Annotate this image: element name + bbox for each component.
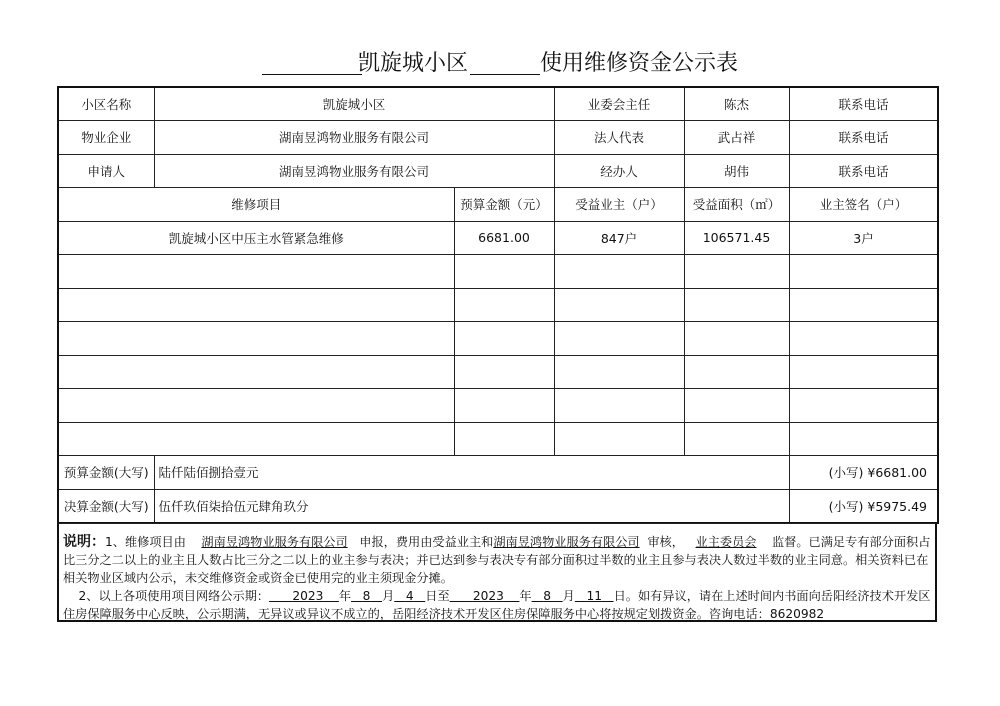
title-community-name: 凯旋城小区 bbox=[358, 51, 469, 76]
items-header-row bbox=[58, 188, 938, 222]
table-row bbox=[58, 221, 938, 255]
item-owners: 847户 bbox=[554, 221, 684, 255]
value-handler: 胡伟 bbox=[684, 154, 789, 188]
empty-row bbox=[58, 422, 938, 456]
empty-row bbox=[58, 355, 938, 389]
empty-row bbox=[58, 288, 938, 322]
notes-p2-a: 2、以上各项使用项目网络公示期： bbox=[78, 589, 270, 603]
label-legal-rep: 法人代表 bbox=[554, 121, 684, 155]
notes-end-month: 8 bbox=[543, 589, 551, 603]
notes-reviewer: 湖南昱鸿物业服务有限公司 bbox=[493, 535, 640, 549]
value-applicant: 湖南昱鸿物业服务有限公司 bbox=[154, 154, 554, 188]
label-phone: 联系电话 bbox=[789, 87, 938, 121]
budget-total-words: 陆仟陆佰捌拾壹元 bbox=[154, 456, 789, 490]
form-title bbox=[0, 46, 1000, 82]
item-project: 凯旋城小区中压主水管紧急维修 bbox=[58, 221, 454, 255]
label-community-name: 小区名称 bbox=[58, 87, 154, 121]
item-area: 106571.45 bbox=[684, 221, 789, 255]
label-committee-director: 业委会主任 bbox=[554, 87, 684, 121]
title-underline-left bbox=[262, 46, 362, 75]
label-applicant: 申请人 bbox=[58, 154, 154, 188]
value-committee-director: 陈杰 bbox=[684, 87, 789, 121]
header-budget: 预算金额（元） bbox=[454, 188, 554, 222]
empty-row bbox=[58, 255, 938, 289]
notes-section bbox=[57, 523, 937, 622]
unit-month: 月 bbox=[382, 589, 395, 603]
item-signed: 3户 bbox=[789, 221, 938, 255]
notes-p1-c: 审核， bbox=[647, 535, 684, 549]
header-beneficiary-owners: 受益业主（户） bbox=[554, 188, 684, 222]
empty-row bbox=[58, 322, 938, 356]
unit-day-to: 日至 bbox=[425, 589, 450, 603]
notes-heading: 说明： bbox=[63, 534, 105, 550]
value-property-company: 湖南昱鸿物业服务有限公司 bbox=[154, 121, 554, 155]
notes-end-year: 2023 bbox=[472, 589, 504, 603]
notes-p1-a: 1、维修项目由 bbox=[105, 535, 186, 549]
unit-year: 年 bbox=[519, 589, 532, 603]
title-suffix: 使用维修资金公示表 bbox=[540, 51, 739, 76]
notes-p2-b: 如有异议，请在上述时间内书面向岳阳经济技术开发区住房保障服务中心反映，公示期满，无异议或异议不成立的，岳阳经济技术开发区住房保障服务中心将按规定划拨资金。咨询电话：8620982 bbox=[63, 589, 931, 621]
header-owner-signatures: 业主签名（户） bbox=[789, 188, 938, 222]
budget-total-row bbox=[58, 456, 938, 490]
final-total-label: 决算金额(大写) bbox=[58, 489, 154, 523]
header-beneficiary-area: 受益面积（㎡） bbox=[684, 188, 789, 222]
budget-total-small: (小写) ¥6681.00 bbox=[789, 456, 938, 490]
notes-start-day: 4 bbox=[405, 589, 414, 603]
final-total-small: (小写) ¥5975.49 bbox=[789, 489, 938, 523]
notes-p1-b: 申报，费用由受益业主和 bbox=[359, 535, 494, 549]
final-total-words: 伍仟玖佰柒拾伍元肆角玖分 bbox=[154, 489, 789, 523]
unit-month: 月 bbox=[562, 589, 575, 603]
label-property-company: 物业企业 bbox=[58, 121, 154, 155]
label-handler: 经办人 bbox=[554, 154, 684, 188]
budget-total-label: 预算金额(大写) bbox=[58, 456, 154, 490]
header-project: 维修项目 bbox=[58, 188, 454, 222]
label-phone: 联系电话 bbox=[789, 154, 938, 188]
empty-row bbox=[58, 389, 938, 423]
notes-supervisor: 业主委员会 bbox=[695, 535, 757, 549]
label-phone: 联系电话 bbox=[789, 121, 938, 155]
value-community-name: 凯旋城小区 bbox=[154, 87, 554, 121]
item-budget: 6681.00 bbox=[454, 221, 554, 255]
info-row-applicant bbox=[58, 154, 938, 188]
notes-applicant: 湖南昱鸿物业服务有限公司 bbox=[201, 535, 348, 549]
notes-start-month: 8 bbox=[362, 589, 371, 603]
info-row-community bbox=[58, 87, 938, 121]
info-row-property bbox=[58, 121, 938, 155]
final-total-row bbox=[58, 489, 938, 523]
disclosure-table bbox=[57, 86, 939, 524]
unit-day-end: 日。 bbox=[613, 589, 638, 603]
title-underline-right bbox=[470, 46, 540, 75]
value-legal-rep: 武占祥 bbox=[684, 121, 789, 155]
notes-end-day: 11 bbox=[586, 589, 602, 603]
unit-year: 年 bbox=[338, 589, 352, 603]
notes-p1-d: 监督。已满足专有部分面积占比三分之二以上的业主且人数占比三分之二以上的业主参与表决；并已达到参与表决专有部分面积过半数的业主且参与表决人数过半数的业主同意。相关资料已在相关物业区域内公示，未交维修资金或资金已使用完的业主须现金分摊。 bbox=[63, 535, 931, 585]
notes-start-year: 2023 bbox=[292, 589, 324, 603]
